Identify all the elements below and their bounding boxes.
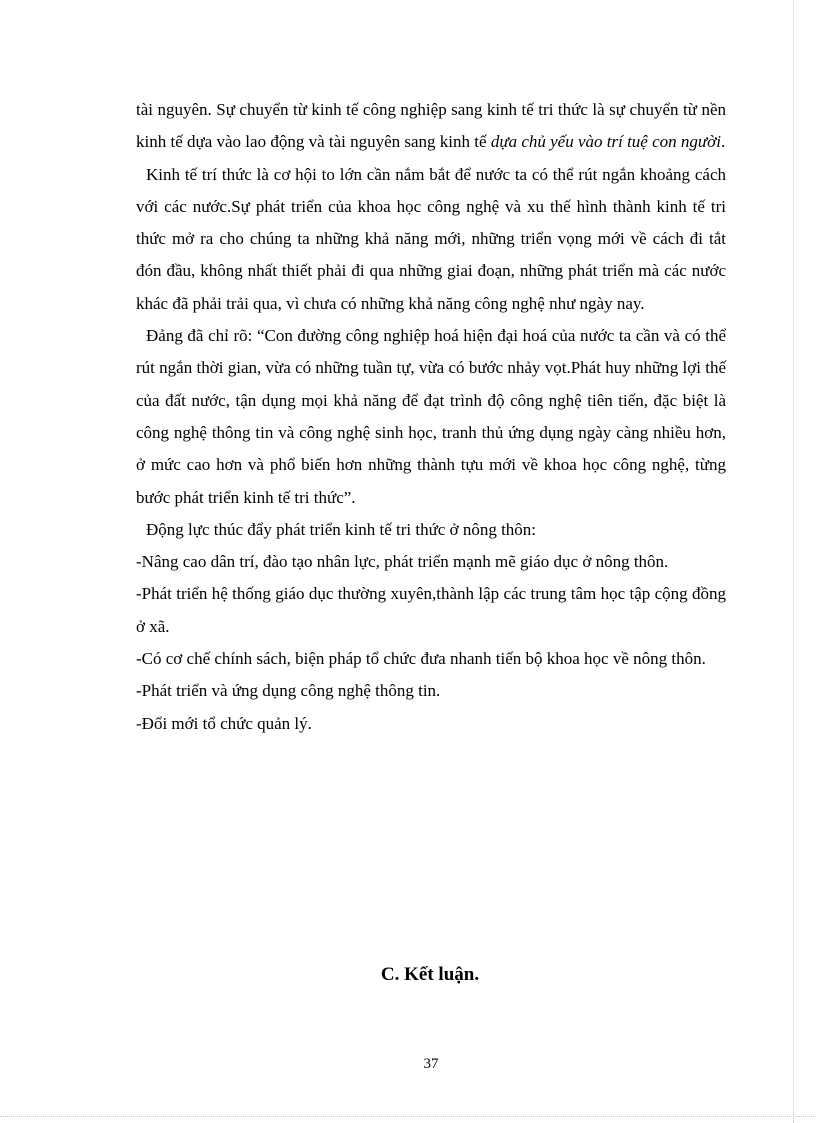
paragraph-knowledge-economy: Kinh tế trí thức là cơ hội to lớn cần nắm bắt để nước ta có thể rút ngắn khoảng cách với các nước.Sự phát triển của khoa học công nghệ và xu thế hình thành kinh tế tri thức mở ra cho chúng ta những khả năng mới, những triển vọng mới về cách đi tắt đón đầu, không nhất thiết phải đi qua những giai đoạn, những phát triển mà các nước khác đã phải trải qua, vì chưa có những khả năng công nghệ như ngày nay. <box>136 164 726 313</box>
body-text <box>136 94 726 740</box>
paragraph-continuation-italic: dựa chủ yếu vào trí tuệ con người <box>490 132 721 152</box>
list-item: -Nâng cao dân trí, đào tạo nhân lực, phát triển mạnh mẽ giáo dục ở nông thôn. <box>136 552 669 572</box>
section-heading: C. Kết luận. <box>380 964 480 985</box>
paragraph-driving-forces: Động lực thúc đẩy phát triển kinh tế tri thức ở nông thôn: <box>146 519 537 539</box>
list-item: -Có cơ chế chính sách, biện pháp tổ chức đưa nhanh tiến bộ khoa học về nông thôn. <box>136 649 706 669</box>
list-item: -Phát triển và ứng dụng công nghệ thông tin. <box>136 681 441 701</box>
paragraph-party-quote: Đảng đã chỉ rõ: “Con đường công nghiệp hoá hiện đại hoá của nước ta cần và có thể rút ngắn thời gian, vừa có những tuần tự, vừa có bước nhảy vọt.Phát huy những lợi thế của đất nước, tận dụng mọi khả năng để đạt trình độ công nghệ tiên tiến, đặc biệt là công nghệ thông tin và công nghệ sinh học, tranh thủ ứng dụng ngày càng nhiều hơn, ở mức cao hơn và phổ biến hơn những thành tựu mới về khoa học công nghệ, từng bước phát triển kinh tế tri thức”. <box>136 326 726 507</box>
list-item: -Phát triển hệ thống giáo dục thường xuyên,thành lập các trung tâm học tập cộng đồng ở xã. <box>136 584 726 636</box>
paragraph-continuation-trail: . <box>720 132 726 152</box>
page-margin-guide-bottom <box>0 1116 816 1117</box>
paragraph-continuation <box>136 94 726 159</box>
paragraph-continuation-lead: tài nguyên. Sự chuyển từ kinh tế công nghiệp sang kinh tế tri thức là sự chuyển từ nền kinh tế dựa vào lao động và tài nguyên sang kinh tế <box>136 100 726 152</box>
list-item: -Đổi mới tổ chức quản lý. <box>136 713 312 733</box>
page-number: 37 <box>423 1056 439 1072</box>
page-margin-guide-right <box>793 0 794 1123</box>
